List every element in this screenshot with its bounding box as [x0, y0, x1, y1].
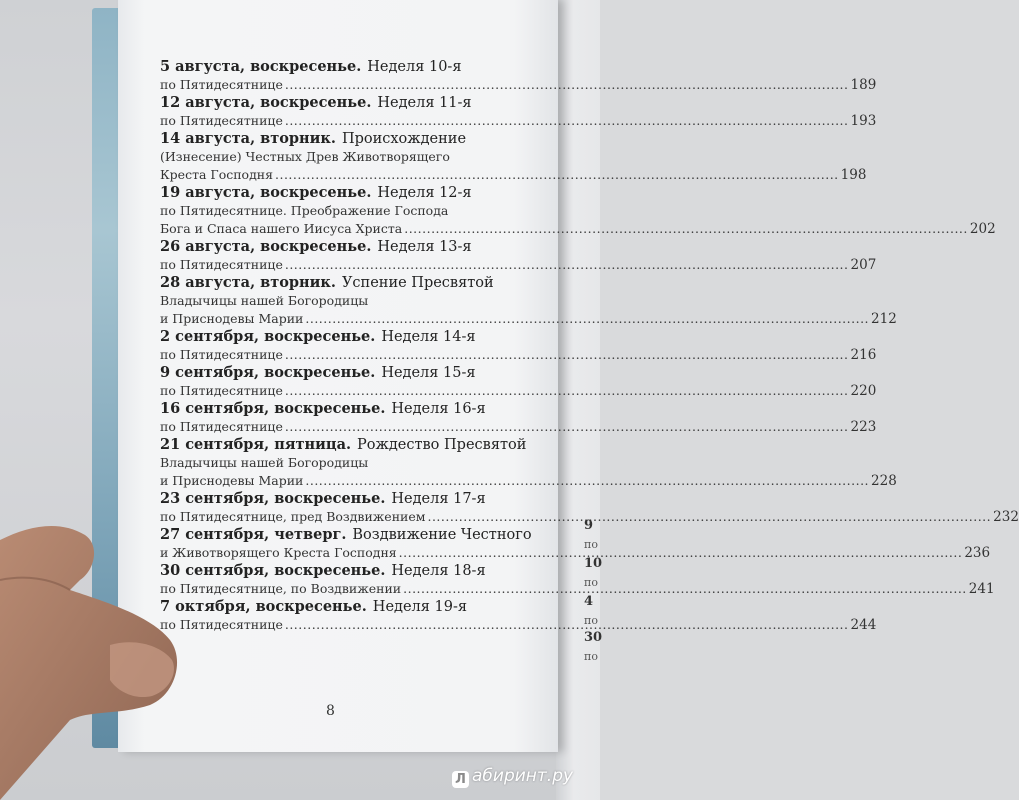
toc-entry-date: 12 августа, воскресенье. — [160, 94, 372, 111]
table-of-contents — [160, 58, 1019, 634]
toc-page-number: 193 — [850, 113, 877, 129]
toc-entry-heading — [160, 274, 525, 292]
toc-entry-text: по Пятидесятнице — [160, 113, 283, 128]
toc-entry-date: 7 октября, воскресенье. — [160, 598, 367, 615]
toc-entry-heading — [160, 526, 532, 544]
toc-entry-date: 27 сентября, четверг. — [160, 526, 347, 543]
toc-entry-title: Неделя 12-я — [377, 185, 472, 201]
dot-leader — [285, 616, 849, 634]
dot-leader — [404, 220, 968, 238]
toc-entry-heading — [160, 94, 525, 112]
dot-leader — [285, 112, 849, 130]
site-watermark — [452, 766, 573, 788]
toc-entry-title: Неделя 19-я — [372, 599, 467, 615]
dot-leader — [285, 256, 849, 274]
page-number: 8 — [326, 703, 335, 719]
toc-entry-link[interactable] — [160, 544, 991, 562]
toc-entry-link[interactable] — [160, 508, 1019, 526]
toc-entry-heading — [160, 436, 525, 454]
toc-entry-text: по Пятидесятнице — [160, 383, 283, 398]
toc-entry-link[interactable] — [160, 580, 995, 598]
toc-entry-heading — [160, 130, 525, 148]
toc-entry-text: и Животворящего Креста Господня — [160, 545, 397, 560]
toc-page-number: 244 — [850, 617, 877, 633]
toc-page-number: 202 — [969, 221, 996, 237]
toc-page-number: 241 — [968, 581, 995, 597]
right-fragment: по — [584, 538, 598, 551]
toc-entry-date: 5 августа, воскресенье. — [160, 58, 362, 75]
toc-entry-link[interactable] — [160, 616, 877, 634]
toc-entry-title: Происхождение — [341, 131, 467, 147]
toc-entry-heading — [160, 184, 525, 202]
right-fragment: 10 — [584, 556, 603, 571]
dot-leader — [285, 382, 849, 400]
toc-entry-text: по Пятидесятнице — [160, 347, 283, 362]
toc-entry-link[interactable] — [160, 418, 877, 436]
toc-entry-date: 21 сентября, пятница. — [160, 436, 352, 453]
toc-entry-text: по Пятидесятнице — [160, 617, 283, 632]
toc-entry-link[interactable] — [160, 256, 877, 274]
toc-page-number: 189 — [850, 77, 877, 93]
dot-leader — [403, 580, 967, 598]
right-fragment: 4 — [584, 594, 594, 609]
toc-entry-title: Неделя 18-я — [391, 563, 486, 579]
toc-entry-title: Неделя 13-я — [377, 239, 472, 255]
right-fragment: по — [584, 576, 598, 589]
toc-entry-line: Владычицы нашей Богородицы — [160, 455, 369, 470]
dot-leader — [285, 76, 849, 94]
toc-entry-title: Неделя 11-я — [377, 95, 472, 111]
toc-entry-text: и Приснодевы Марии — [160, 473, 304, 488]
dot-leader — [427, 508, 991, 526]
toc-entry-title: Неделя 17-я — [391, 491, 486, 507]
toc-entry-heading — [160, 562, 525, 580]
toc-entry-link[interactable] — [160, 382, 877, 400]
toc-entry-title: Воздвижение Честного — [352, 527, 532, 543]
toc-entry-link[interactable] — [160, 220, 996, 238]
toc-entry-date: 30 сентября, воскресенье. — [160, 562, 386, 579]
toc-entry-text: по Пятидесятнице, по Воздвижении — [160, 581, 402, 596]
toc-entry-link[interactable] — [160, 346, 877, 364]
toc-entry-heading — [160, 400, 525, 418]
toc-entry-title: Рождество Пресвятой — [357, 437, 527, 453]
toc-entry-title: Неделя 15-я — [381, 365, 476, 381]
toc-entry-date: 28 августа, вторник. — [160, 274, 336, 291]
toc-entry-text: Креста Господня — [160, 167, 273, 182]
dot-leader — [399, 544, 963, 562]
toc-entry-date: 23 сентября, воскресенье. — [160, 490, 386, 507]
toc-entry-line: Владычицы нашей Богородицы — [160, 293, 369, 308]
right-fragment: 30 — [584, 630, 603, 645]
toc-entry-line: по Пятидесятнице. Преображение Господа — [160, 203, 449, 218]
right-fragment: 9 — [584, 518, 594, 533]
toc-entry-link[interactable] — [160, 472, 897, 490]
toc-entry-link[interactable] — [160, 310, 897, 328]
toc-entry-date: 16 сентября, воскресенье. — [160, 400, 386, 417]
labirint-logo-icon: Л — [452, 771, 469, 788]
toc-entry-heading — [160, 58, 525, 76]
toc-page-number: 207 — [850, 257, 877, 273]
toc-entry-heading — [160, 490, 525, 508]
right-fragment: по — [584, 650, 598, 663]
toc-entry-date: 19 августа, воскресенье. — [160, 184, 372, 201]
toc-entry-heading — [160, 238, 525, 256]
toc-entry-text: по Пятидесятнице, пред Воздвижением — [160, 509, 426, 524]
toc-page-number: 212 — [871, 311, 897, 327]
toc-entry-link[interactable] — [160, 166, 867, 184]
dot-leader — [285, 346, 849, 364]
dot-leader — [275, 166, 839, 184]
toc-entry-date: 14 августа, вторник. — [160, 130, 336, 147]
toc-page-number: 223 — [850, 419, 877, 435]
toc-page-number: 216 — [850, 347, 877, 363]
dot-leader — [305, 310, 869, 328]
toc-entry-title: Неделя 10-я — [367, 59, 462, 75]
toc-entry-title: Успение Пресвятой — [341, 275, 494, 291]
hand-holding-book — [0, 520, 190, 800]
right-fragment: по — [584, 614, 598, 627]
toc-page-number: 220 — [850, 383, 877, 399]
toc-page-number: 198 — [840, 167, 867, 183]
watermark-text: абиринт.ру — [472, 766, 574, 786]
toc-entry-date: 2 сентября, воскресенье. — [160, 328, 376, 345]
toc-entry-heading — [160, 364, 525, 382]
dot-leader — [305, 472, 869, 490]
toc-page-number: 228 — [871, 473, 897, 489]
toc-entry-text: по Пятидесятнице — [160, 77, 283, 92]
toc-page-number: 236 — [964, 545, 991, 561]
toc-entry-text: и Приснодевы Марии — [160, 311, 304, 326]
toc-page-number: 232 — [993, 509, 1019, 525]
toc-entry-line: (Изнесение) Честных Древ Животворящего — [160, 149, 450, 164]
toc-entry-link[interactable] — [160, 112, 877, 130]
toc-entry-date: 9 сентября, воскресенье. — [160, 364, 376, 381]
toc-entry-text: по Пятидесятнице — [160, 257, 283, 272]
toc-entry-text: по Пятидесятнице — [160, 419, 283, 434]
toc-entry-title: Неделя 16-я — [391, 401, 486, 417]
toc-entry-heading — [160, 598, 525, 616]
toc-entry-heading — [160, 328, 525, 346]
toc-entry-link[interactable] — [160, 76, 877, 94]
toc-entry-text: Бога и Спаса нашего Иисуса Христа — [160, 221, 403, 236]
dot-leader — [285, 418, 849, 436]
toc-entry-title: Неделя 14-я — [381, 329, 476, 345]
toc-entry-date: 26 августа, воскресенье. — [160, 238, 372, 255]
